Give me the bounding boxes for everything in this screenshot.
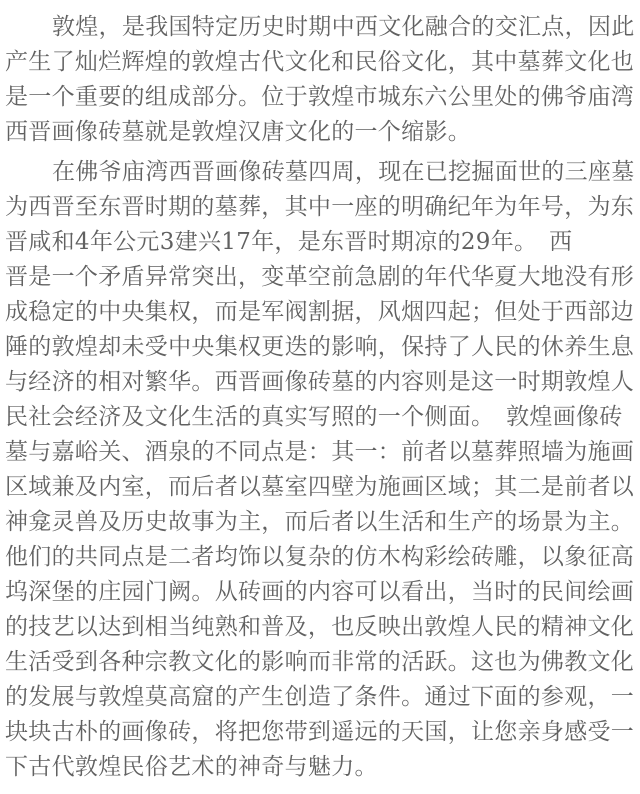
- text-line: 块块古朴的画像砖，将把您带到遥远的天国，让您亲身感受一: [5, 719, 635, 745]
- text-line: 在佛爷庙湾西晋画像砖墓四周，现在已挖掘面世的三座墓: [52, 159, 635, 185]
- text-line: 神龛灵兽及历史故事为主，而后者以生活和生产的场景为主。: [5, 509, 635, 535]
- text-line: 与经济的相对繁华。西晋画像砖墓的内容则是这一时期敦煌人: [5, 369, 635, 395]
- text-line: 敦煌，是我国特定历史时期中西文化融合的交汇点，因此: [52, 14, 635, 40]
- text-line: 他们的共同点是二者均饰以复杂的仿木构彩绘砖雕，以象征高: [5, 544, 635, 570]
- text-line: 的发展与敦煌莫高窟的产生创造了条件。通过下面的参观，一: [5, 684, 635, 710]
- text-line: 晋咸和4年公元3建兴17年，是东晋时期凉的29年。 西: [5, 229, 573, 255]
- paragraph-intro: [5, 10, 636, 150]
- text-line: 成稳定的中央集权，而是军阀割据，风烟四起；但处于西部边: [5, 299, 635, 325]
- text-line: 生活受到各种宗教文化的影响而非常的活跃。这也为佛教文化: [5, 649, 635, 675]
- text-line: 区域兼及内室，而后者以墓室四壁为施画区域；其二是前者以: [5, 474, 635, 500]
- text-line: 的技艺以达到相当纯熟和普及，也反映出敦煌人民的精神文化: [5, 614, 635, 640]
- text-line: 是一个重要的组成部分。位于敦煌市城东六公里处的佛爷庙湾: [5, 84, 635, 110]
- text-line: 民社会经济及文化生活的真实写照的一个侧面。 敦煌画像砖: [5, 404, 623, 430]
- text-line: 下古代敦煌民俗艺术的神奇与魅力。: [5, 754, 378, 780]
- text-line: 晋是一个矛盾异常突出，变革空前急剧的年代华夏大地没有形: [5, 264, 635, 290]
- text-line: 为西晋至东晋时期的墓葬，其中一座的明确纪年为年号，为东: [5, 194, 635, 220]
- text-line: 墓与嘉峪关、酒泉的不同点是：其一：前者以墓葬照墙为施画: [5, 439, 635, 465]
- text-line: 陲的敦煌却未受中央集权更迭的影响，保持了人民的休养生息: [5, 334, 635, 360]
- paragraph-main: [5, 155, 636, 785]
- text-line: 产生了灿烂辉煌的敦煌古代文化和民俗文化，其中墓葬文化也: [5, 49, 635, 75]
- text-line: 西晋画像砖墓就是敦煌汉唐文化的一个缩影。: [5, 119, 471, 145]
- text-line: 坞深堡的庄园门阙。从砖画的内容可以看出，当时的民间绘画: [5, 579, 635, 605]
